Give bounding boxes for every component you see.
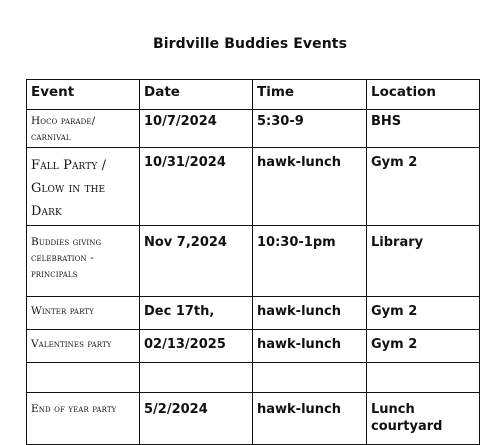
date-cell: 5/2/2024: [140, 393, 253, 445]
date-cell: 02/13/2025: [140, 330, 253, 363]
time-cell: hawk-lunch: [253, 330, 367, 363]
date-cell: 10/31/2024: [140, 148, 253, 226]
table-row: [27, 330, 480, 363]
table-row: [27, 363, 480, 393]
event-cell: Valentines party: [27, 330, 140, 363]
event-cell: Buddies giving celebration - principals: [27, 226, 140, 297]
location-cell: BHS: [367, 110, 480, 148]
document-title: Birdville Buddies Events: [152, 36, 348, 52]
table-row: [27, 226, 480, 297]
events-table: [26, 79, 480, 445]
location-cell: [367, 363, 480, 393]
date-cell: 10/7/2024: [140, 110, 253, 148]
table-row: [27, 297, 480, 330]
event-cell: [27, 363, 140, 393]
location-cell: Gym 2: [367, 330, 480, 363]
event-cell: Hoco parade/ carnival: [27, 110, 140, 148]
location-cell: Gym 2: [367, 148, 480, 226]
header-date: Date: [140, 80, 253, 110]
time-cell: [253, 363, 367, 393]
time-cell: 5:30-9: [253, 110, 367, 148]
event-cell: Fall Party / Glow in the Dark: [27, 148, 140, 226]
date-cell: Nov 7,2024: [140, 226, 253, 297]
time-cell: hawk-lunch: [253, 148, 367, 226]
location-cell: Library: [367, 226, 480, 297]
location-cell: Lunch courtyard: [367, 393, 480, 445]
time-cell: hawk-lunch: [253, 297, 367, 330]
header-time: Time: [253, 80, 367, 110]
location-cell: Gym 2: [367, 297, 480, 330]
header-location: Location: [367, 80, 480, 110]
time-cell: 10:30-1pm: [253, 226, 367, 297]
table-header-row: [27, 80, 480, 110]
time-cell: hawk-lunch: [253, 393, 367, 445]
header-event: Event: [27, 80, 140, 110]
date-cell: [140, 363, 253, 393]
table-row: [27, 110, 480, 148]
table-row: [27, 393, 480, 445]
table-row: [27, 148, 480, 226]
event-cell: Winter party: [27, 297, 140, 330]
event-cell: End of year party: [27, 393, 140, 445]
date-cell: Dec 17th,: [140, 297, 253, 330]
